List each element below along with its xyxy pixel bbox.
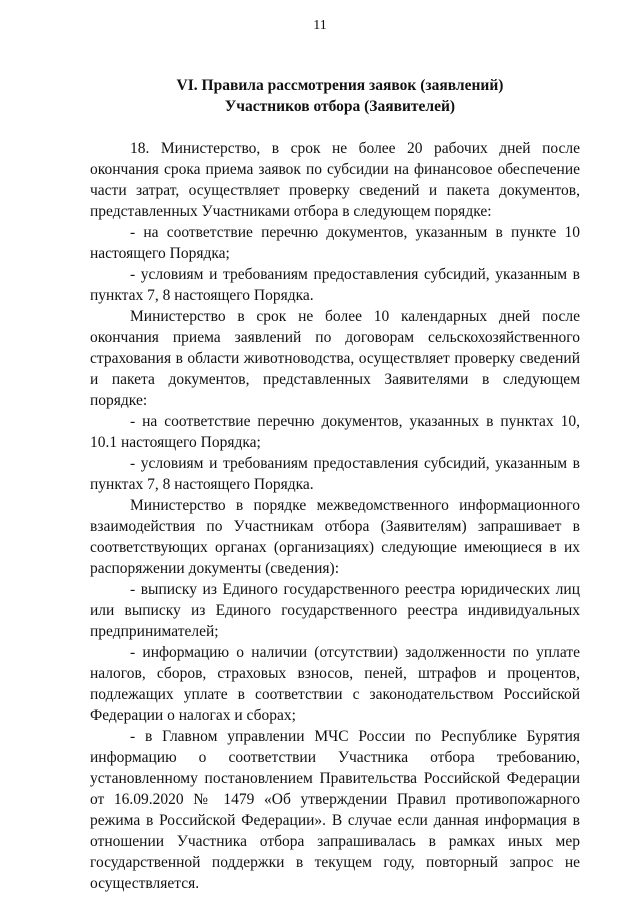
- paragraph-interagency-request: Министерство в порядке межведомственного информационного взаимодействия по Участникам отбора (Заявителям) запрашивает в соответствующих органах (организациях) следующие имеющиеся в их распоряжении документы (сведения):: [90, 497, 580, 577]
- list-item-conditions-check-2: - условиям и требованиям предоставления субсидий, указанным в пунктах 7, 8 настоящего Порядка.: [90, 455, 580, 493]
- list-item-documents-check: - на соответствие перечню документов, указанным в пункте 10 настоящего Порядка;: [90, 224, 580, 262]
- list-item-mchs-info: - в Главном управлении МЧС России по Республике Бурятия информацию о соответствии Участника отбора требованию, установленному постановлением Правительства Российской Федерации от 16.09.2020 № 1479 «Об утверждении Правил противопожарного режима в Российской Федерации». В случае если данная информация в отношении Участника отбора запрашивалась в рамках иных мер государственной поддержки в текущем году, повторный запрос не осуществляется.: [90, 728, 580, 892]
- document-body: [90, 138, 580, 894]
- page-number: 11: [313, 18, 327, 33]
- list-item-documents-check-10-1: - на соответствие перечню документов, указанных в пунктах 10, 10.1 настоящего Порядка;: [90, 413, 580, 451]
- section-title-line-1: VI. Правила рассмотрения заявок (заявлений): [176, 77, 504, 94]
- list-item-tax-debt-info: - информацию о наличии (отсутствии) задолженности по уплате налогов, сборов, страховых взносов, пеней, штрафов и процентов, подлежащих уплате в соответствии с законодательством Российской Федерации о налогах и сборах;: [90, 644, 580, 724]
- section-title: [90, 75, 590, 117]
- list-item-conditions-check: - условиям и требованиям предоставления субсидий, указанным в пунктах 7, 8 настоящего Порядка.: [90, 266, 580, 304]
- paragraph-18-intro: 18. Министерство, в срок не более 20 рабочих дней после окончания срока приема заявок по субсидии на финансовое обеспечение части затрат, осуществляет проверку сведений и пакета документов, представленных Участниками отбора в следующем порядке:: [90, 140, 580, 220]
- section-title-line-2: Участников отбора (Заявителей): [224, 98, 456, 115]
- paragraph-insurance-check: Министерство в срок не более 10 календарных дней после окончания приема заявлений по договорам сельскохозяйственного страхования в области животноводства, осуществляет проверку сведений и пакета документов, представленных Заявителями в следующем порядке:: [90, 308, 580, 409]
- list-item-registry-extract: - выписку из Единого государственного реестра юридических лиц или выписку из Единого государственного реестра индивидуальных предпринимателей;: [90, 581, 580, 640]
